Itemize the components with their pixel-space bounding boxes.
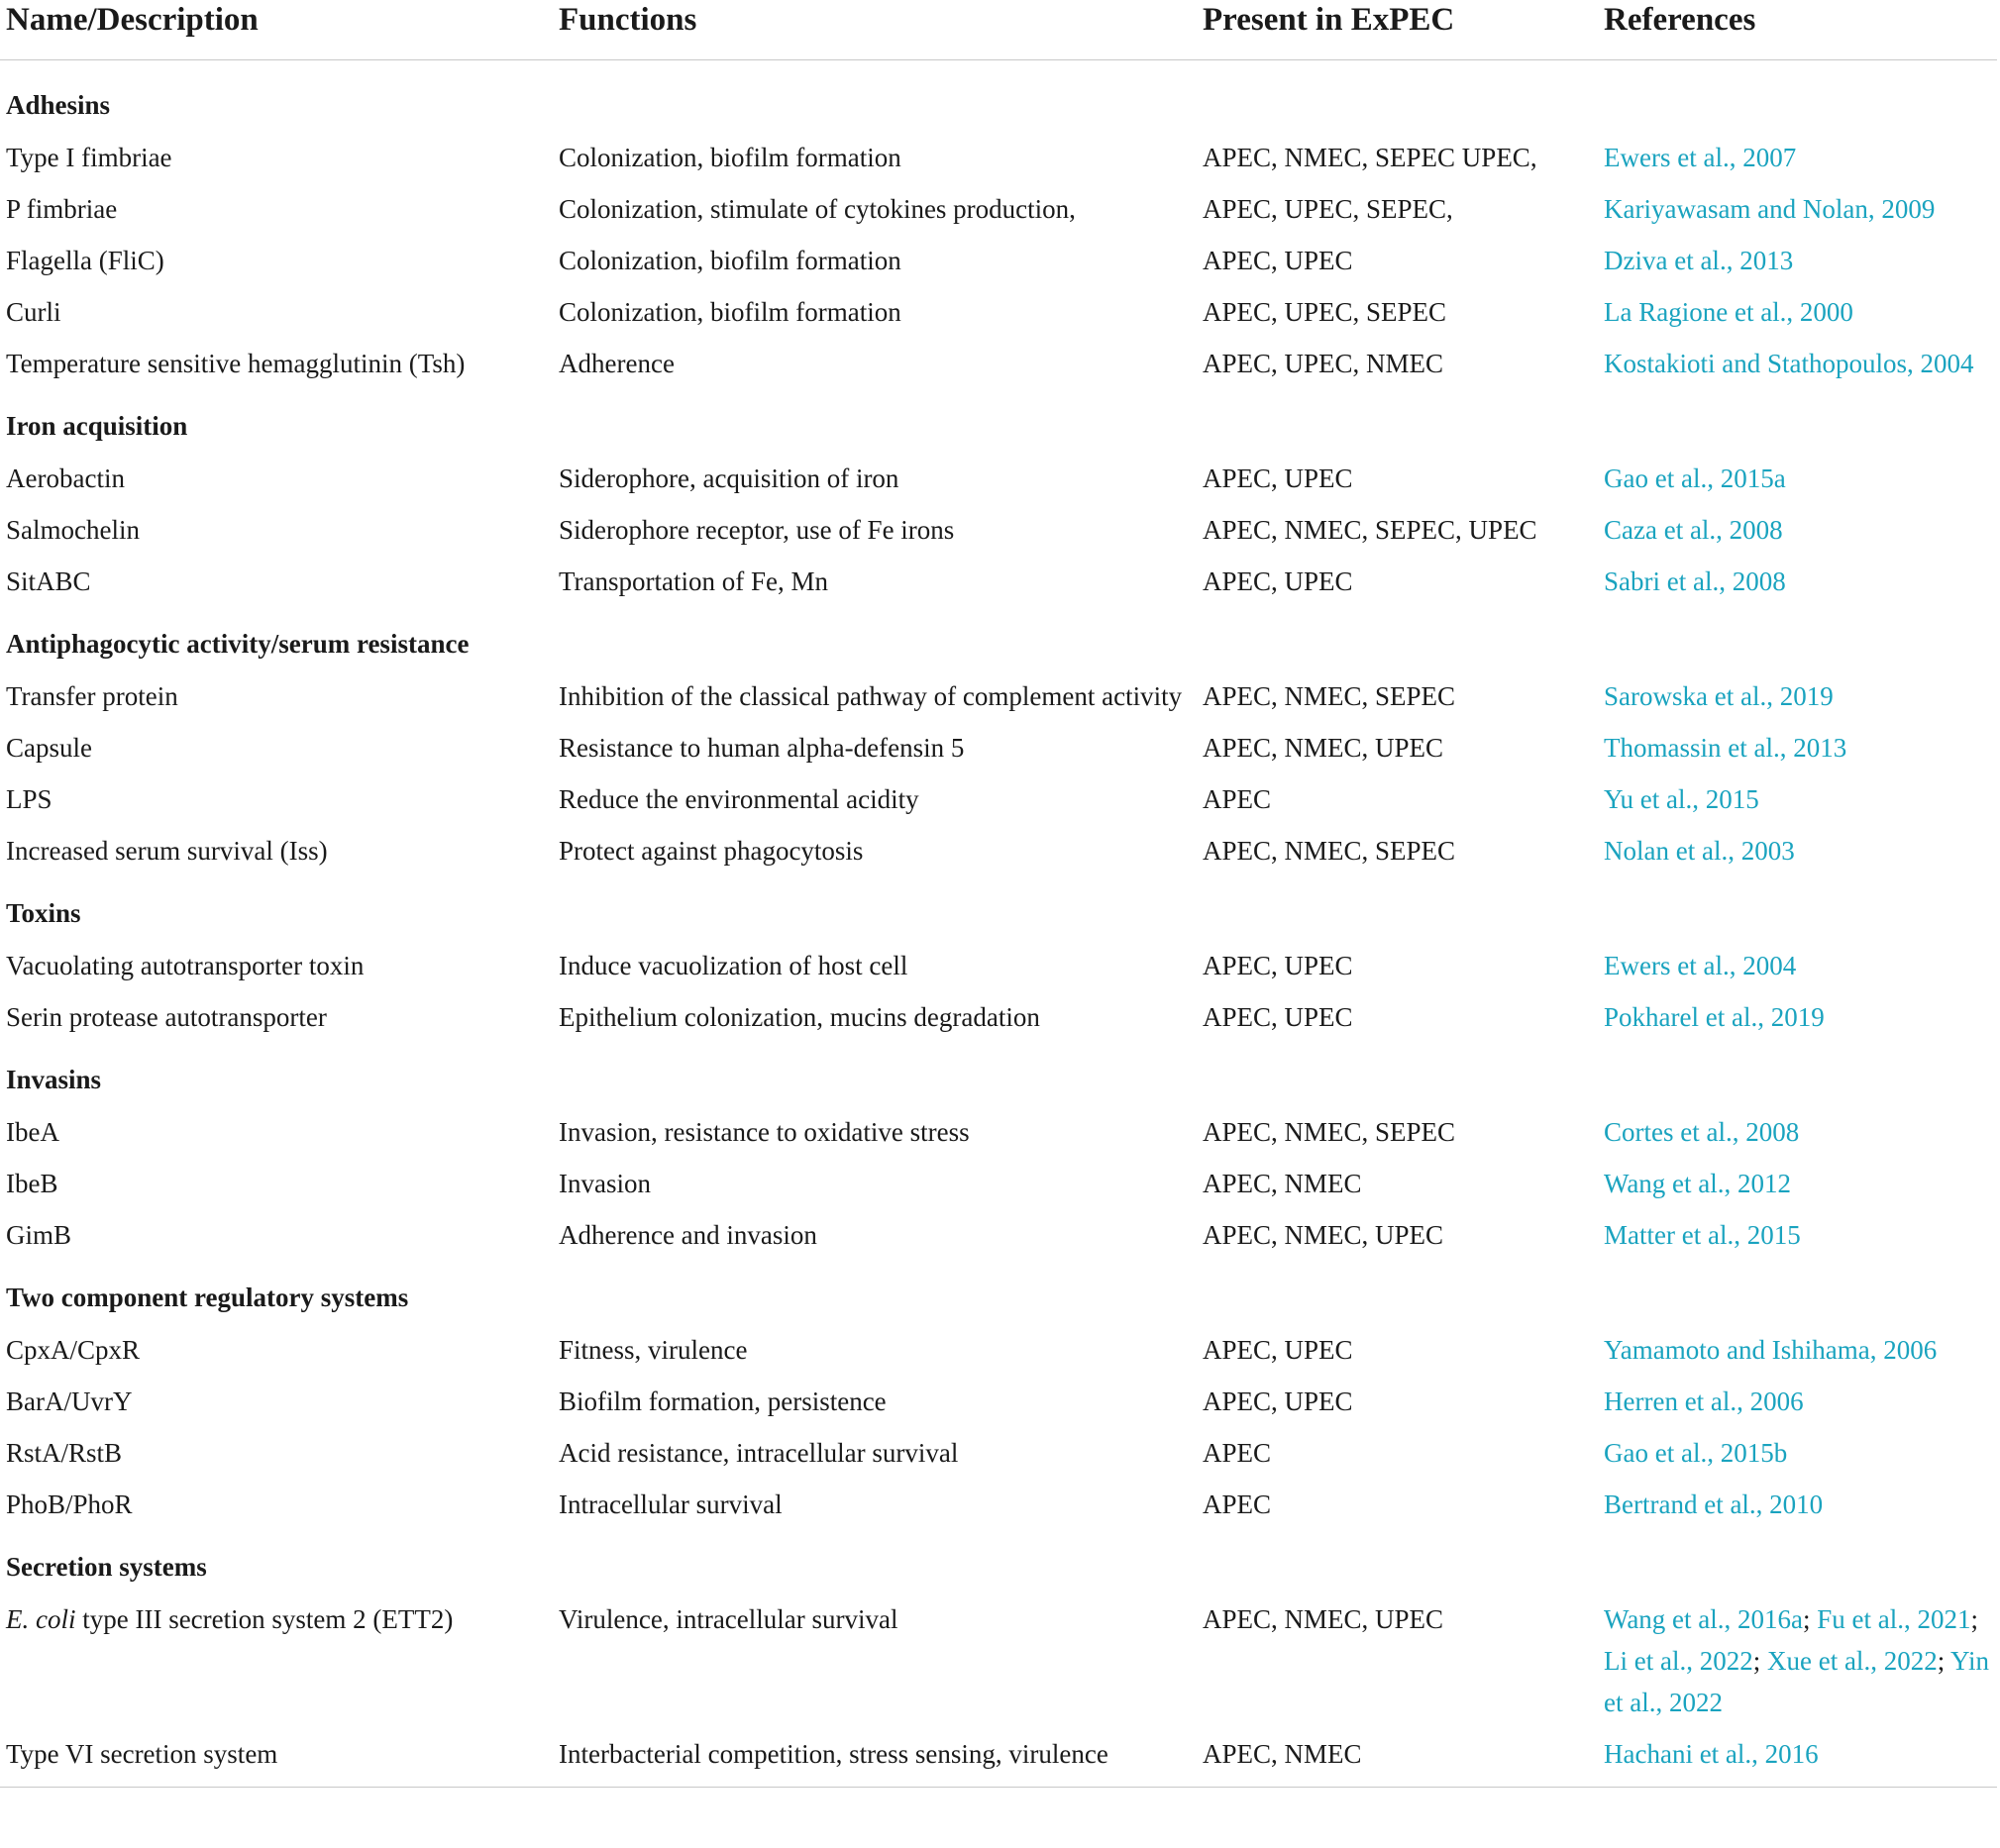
section-row bbox=[0, 1043, 1997, 1106]
cell-references bbox=[1598, 1593, 1997, 1728]
cell-name: Type VI secretion system bbox=[6, 1739, 278, 1769]
cell-present-in-expec: APEC, NMEC bbox=[1203, 1739, 1362, 1769]
section-row bbox=[0, 1261, 1997, 1324]
header-present-in-expec: Present in ExPEC bbox=[1197, 0, 1598, 60]
section-row bbox=[0, 60, 1997, 133]
cell-function: Colonization, biofilm formation bbox=[559, 297, 901, 327]
section-row bbox=[0, 876, 1997, 940]
cell-name: IbeB bbox=[6, 1169, 58, 1198]
reference-link[interactable]: Fu et al., 2021 bbox=[1817, 1604, 1971, 1634]
cell-function: Siderophore, acquisition of iron bbox=[559, 463, 899, 493]
section-row bbox=[0, 1530, 1997, 1593]
reference-link[interactable]: Wang et al., 2016a bbox=[1604, 1604, 1804, 1634]
table-row bbox=[0, 338, 1997, 389]
reference-link[interactable]: Yin et al., 2022 bbox=[1604, 1646, 1989, 1717]
cell-present-in-expec: APEC bbox=[1203, 1438, 1272, 1468]
cell-function: Virulence, intracellular survival bbox=[559, 1604, 898, 1634]
cell-references bbox=[1598, 1209, 1997, 1261]
reference-separator: ; bbox=[1752, 1646, 1767, 1676]
cell-function: Invasion bbox=[559, 1169, 651, 1198]
table-row bbox=[0, 235, 1997, 286]
cell-function: Fitness, virulence bbox=[559, 1335, 748, 1365]
cell-function: Induce vacuolization of host cell bbox=[559, 951, 908, 980]
table-row bbox=[0, 1106, 1997, 1158]
cell-references bbox=[1598, 991, 1997, 1043]
reference-link[interactable]: Matter et al., 2015 bbox=[1604, 1220, 1801, 1250]
table-row bbox=[0, 670, 1997, 722]
section-title: Iron acquisition bbox=[6, 411, 188, 441]
reference-link[interactable]: Sarowska et al., 2019 bbox=[1604, 681, 1834, 711]
cell-function: Interbacterial competition, stress sensing, virulence bbox=[559, 1739, 1108, 1769]
table-row bbox=[0, 1158, 1997, 1209]
section-row bbox=[0, 607, 1997, 670]
reference-link[interactable]: Sabri et al., 2008 bbox=[1604, 566, 1786, 596]
reference-link[interactable]: Pokharel et al., 2019 bbox=[1604, 1002, 1825, 1032]
cell-function: Epithelium colonization, mucins degradation bbox=[559, 1002, 1040, 1032]
reference-separator: ; bbox=[1970, 1604, 1979, 1634]
table-row bbox=[0, 722, 1997, 773]
cell-name: LPS bbox=[6, 784, 53, 814]
cell-present-in-expec: APEC, UPEC bbox=[1203, 246, 1353, 275]
cell-name: Flagella (FliC) bbox=[6, 246, 164, 275]
section-title: Toxins bbox=[6, 898, 81, 928]
cell-present-in-expec: APEC, UPEC, SEPEC, bbox=[1203, 194, 1453, 224]
table-row bbox=[0, 1376, 1997, 1427]
cell-present-in-expec: APEC, UPEC bbox=[1203, 1335, 1353, 1365]
reference-link[interactable]: Hachani et al., 2016 bbox=[1604, 1739, 1819, 1769]
cell-references bbox=[1598, 1479, 1997, 1530]
cell-references bbox=[1598, 1158, 1997, 1209]
cell-function: Resistance to human alpha-defensin 5 bbox=[559, 733, 965, 763]
cell-references bbox=[1598, 722, 1997, 773]
reference-link[interactable]: Ewers et al., 2007 bbox=[1604, 143, 1797, 172]
reference-link[interactable]: Thomassin et al., 2013 bbox=[1604, 733, 1847, 763]
reference-link[interactable]: Gao et al., 2015a bbox=[1604, 463, 1786, 493]
cell-name: Capsule bbox=[6, 733, 92, 763]
table-row bbox=[0, 1324, 1997, 1376]
cell-name: BarA/UvrY bbox=[6, 1386, 133, 1416]
section-title: Secretion systems bbox=[6, 1552, 207, 1582]
cell-name: IbeA bbox=[6, 1117, 59, 1147]
cell-references bbox=[1598, 1728, 1997, 1787]
cell-present-in-expec: APEC, NMEC, SEPEC bbox=[1203, 1117, 1456, 1147]
reference-separator: ; bbox=[1937, 1646, 1950, 1676]
table-row bbox=[0, 825, 1997, 876]
table-row bbox=[0, 1593, 1997, 1728]
cell-references bbox=[1598, 453, 1997, 504]
cell-present-in-expec: APEC, NMEC, SEPEC UPEC, bbox=[1203, 143, 1537, 172]
cell-name: Salmochelin bbox=[6, 515, 140, 545]
cell-name: SitABC bbox=[6, 566, 91, 596]
header-row bbox=[0, 0, 1997, 60]
cell-name: P fimbriae bbox=[6, 194, 118, 224]
header-name-description: Name/Description bbox=[0, 0, 553, 60]
cell-name: PhoB/PhoR bbox=[6, 1489, 133, 1519]
section-title: Adhesins bbox=[6, 90, 111, 120]
cell-name: Increased serum survival (Iss) bbox=[6, 836, 328, 866]
cell-references bbox=[1598, 1427, 1997, 1479]
section-row bbox=[0, 389, 1997, 453]
cell-references bbox=[1598, 1324, 1997, 1376]
table-row bbox=[0, 773, 1997, 825]
cell-function: Adherence and invasion bbox=[559, 1220, 817, 1250]
cell-references bbox=[1598, 286, 1997, 338]
cell-present-in-expec: APEC, NMEC, UPEC bbox=[1203, 733, 1444, 763]
cell-references bbox=[1598, 940, 1997, 991]
cell-function: Intracellular survival bbox=[559, 1489, 783, 1519]
cell-references bbox=[1598, 235, 1997, 286]
cell-function: Transportation of Fe, Mn bbox=[559, 566, 829, 596]
cell-function: Colonization, biofilm formation bbox=[559, 246, 901, 275]
reference-link[interactable]: Yu et al., 2015 bbox=[1604, 784, 1759, 814]
cell-function: Inhibition of the classical pathway of complement activity bbox=[559, 681, 1183, 711]
table-body bbox=[0, 60, 1997, 1788]
reference-link[interactable]: Li et al., 2022 bbox=[1604, 1646, 1753, 1676]
cell-name: Aerobactin bbox=[6, 463, 125, 493]
reference-link[interactable]: Kariyawasam and Nolan, 2009 bbox=[1604, 194, 1936, 224]
cell-function: Acid resistance, intracellular survival bbox=[559, 1438, 959, 1468]
cell-name bbox=[0, 1593, 553, 1728]
cell-function: Invasion, resistance to oxidative stress bbox=[559, 1117, 970, 1147]
table-row bbox=[0, 286, 1997, 338]
reference-link[interactable]: Gao et al., 2015b bbox=[1604, 1438, 1788, 1468]
cell-references bbox=[1598, 556, 1997, 607]
cell-references bbox=[1598, 338, 1997, 389]
cell-name: Curli bbox=[6, 297, 61, 327]
section-title: Antiphagocytic activity/serum resistance bbox=[6, 629, 470, 659]
cell-name: Type I fimbriae bbox=[6, 143, 172, 172]
cell-function: Colonization, stimulate of cytokines production, bbox=[559, 194, 1076, 224]
table-row bbox=[0, 132, 1997, 183]
table-row bbox=[0, 1427, 1997, 1479]
table-row bbox=[0, 556, 1997, 607]
table-header bbox=[0, 0, 1997, 60]
cell-references bbox=[1598, 504, 1997, 556]
cell-name: Serin protease autotransporter bbox=[6, 1002, 327, 1032]
table-row bbox=[0, 991, 1997, 1043]
cell-references bbox=[1598, 183, 1997, 235]
cell-present-in-expec: APEC, UPEC bbox=[1203, 566, 1353, 596]
cell-present-in-expec: APEC, UPEC bbox=[1203, 951, 1353, 980]
cell-present-in-expec: APEC, UPEC, SEPEC bbox=[1203, 297, 1447, 327]
cell-name-italic: E. coli bbox=[6, 1604, 76, 1634]
reference-link[interactable]: Caza et al., 2008 bbox=[1604, 515, 1783, 545]
cell-function: Colonization, biofilm formation bbox=[559, 143, 901, 172]
section-title: Two component regulatory systems bbox=[6, 1283, 409, 1312]
cell-function: Siderophore receptor, use of Fe irons bbox=[559, 515, 955, 545]
cell-present-in-expec: APEC, NMEC, UPEC bbox=[1203, 1604, 1444, 1634]
cell-present-in-expec: APEC, NMEC, UPEC bbox=[1203, 1220, 1444, 1250]
reference-link[interactable]: Xue et al., 2022 bbox=[1766, 1646, 1938, 1676]
table-bottom-rule bbox=[0, 1787, 1997, 1788]
cell-function: Reduce the environmental acidity bbox=[559, 784, 919, 814]
cell-name: GimB bbox=[6, 1220, 72, 1250]
cell-present-in-expec: APEC, UPEC, NMEC bbox=[1203, 349, 1444, 378]
cell-function: Adherence bbox=[559, 349, 675, 378]
cell-present-in-expec: APEC, UPEC bbox=[1203, 1386, 1353, 1416]
reference-link[interactable]: Bertrand et al., 2010 bbox=[1604, 1489, 1824, 1519]
cell-present-in-expec: APEC bbox=[1203, 784, 1272, 814]
reference-link[interactable]: Dziva et al., 2013 bbox=[1604, 246, 1794, 275]
table-row bbox=[0, 1479, 1997, 1530]
cell-present-in-expec: APEC, UPEC bbox=[1203, 1002, 1353, 1032]
section-title: Invasins bbox=[6, 1065, 102, 1094]
cell-name-text: type III secretion system 2 (ETT2) bbox=[75, 1604, 454, 1634]
cell-present-in-expec: APEC, NMEC bbox=[1203, 1169, 1362, 1198]
reference-link[interactable]: Nolan et al., 2003 bbox=[1604, 836, 1795, 866]
table-row bbox=[0, 1728, 1997, 1787]
cell-name: CpxA/CpxR bbox=[6, 1335, 141, 1365]
reference-separator: ; bbox=[1803, 1604, 1818, 1634]
reference-link[interactable]: Herren et al., 2006 bbox=[1604, 1386, 1804, 1416]
cell-present-in-expec: APEC bbox=[1203, 1489, 1272, 1519]
reference-link[interactable]: Kostakioti and Stathopoulos, 2004 bbox=[1604, 349, 1974, 378]
table-row bbox=[0, 504, 1997, 556]
cell-present-in-expec: APEC, NMEC, SEPEC bbox=[1203, 836, 1456, 866]
cell-name: Vacuolating autotransporter toxin bbox=[6, 951, 365, 980]
reference-link[interactable]: Cortes et al., 2008 bbox=[1604, 1117, 1800, 1147]
cell-references bbox=[1598, 773, 1997, 825]
cell-function: Protect against phagocytosis bbox=[559, 836, 864, 866]
cell-references bbox=[1598, 825, 1997, 876]
header-functions: Functions bbox=[553, 0, 1197, 60]
cell-name: Temperature sensitive hemagglutinin (Tsh) bbox=[6, 349, 466, 378]
cell-function: Biofilm formation, persistence bbox=[559, 1386, 887, 1416]
cell-present-in-expec: APEC, NMEC, SEPEC bbox=[1203, 681, 1456, 711]
table-row bbox=[0, 453, 1997, 504]
reference-link[interactable]: Yamamoto and Ishihama, 2006 bbox=[1604, 1335, 1938, 1365]
table-row bbox=[0, 940, 1997, 991]
table-row bbox=[0, 183, 1997, 235]
table-row bbox=[0, 1209, 1997, 1261]
cell-references bbox=[1598, 1376, 1997, 1427]
header-references: References bbox=[1598, 0, 1997, 60]
cell-references bbox=[1598, 670, 1997, 722]
cell-references bbox=[1598, 132, 1997, 183]
cell-present-in-expec: APEC, UPEC bbox=[1203, 463, 1353, 493]
reference-link[interactable]: Ewers et al., 2004 bbox=[1604, 951, 1797, 980]
cell-name: RstA/RstB bbox=[6, 1438, 123, 1468]
cell-references bbox=[1598, 1106, 1997, 1158]
cell-name: Transfer protein bbox=[6, 681, 178, 711]
reference-link[interactable]: La Ragione et al., 2000 bbox=[1604, 297, 1853, 327]
reference-link[interactable]: Wang et al., 2012 bbox=[1604, 1169, 1792, 1198]
cell-present-in-expec: APEC, NMEC, SEPEC, UPEC bbox=[1203, 515, 1537, 545]
